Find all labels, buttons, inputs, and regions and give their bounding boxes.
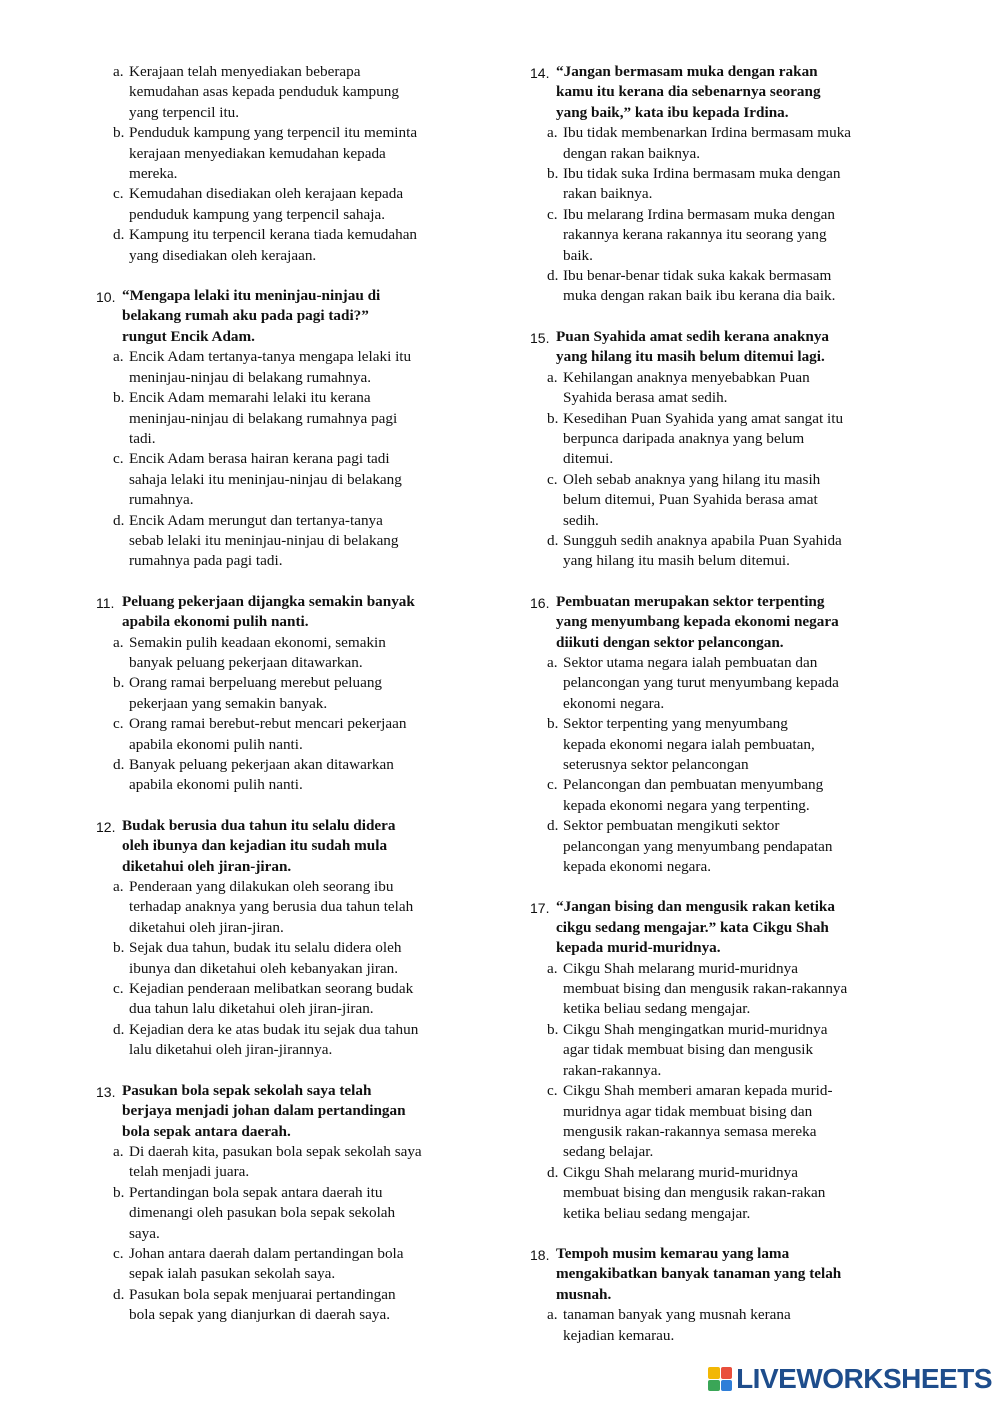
answer-option: [96, 633, 481, 674]
option-text: Sektor utama negara ialah pembuatan dan pelancongan yang turut menyumbang kepada ekonomi negara.: [563, 653, 839, 712]
option-text: tanaman banyak yang musnah kerana kejadian kemarau.: [563, 1306, 791, 1344]
option-label: b.: [547, 409, 559, 427]
option-label: a.: [113, 633, 124, 651]
answer-options: [530, 123, 905, 307]
option-text: Kampung itu terpencil kerana tiada kemudahan yang disediakan oleh kerajaan.: [129, 226, 418, 264]
question-text: “Mengapa lelaki itu meninjau-ninjau di belakang rumah aku pada pagi tadi?” rungut Encik Adam.: [122, 287, 381, 345]
option-label: c.: [113, 450, 124, 468]
option-label: a.: [113, 348, 124, 366]
question-stem: [530, 327, 905, 368]
answer-option: [530, 714, 905, 775]
question-block: [530, 62, 905, 307]
option-label: c.: [113, 185, 124, 203]
option-text: Pelancongan dan pembuatan menyumbang kepada ekonomi negara yang terpenting.: [563, 776, 824, 814]
question-number: 17.: [530, 900, 550, 917]
option-label: a.: [113, 63, 124, 80]
option-label: a.: [547, 959, 558, 977]
option-text: Sungguh sedih anaknya apabila Puan Syahida yang hilang itu masih belum ditemui.: [563, 531, 842, 570]
answer-option: [96, 225, 481, 266]
option-text: Orang ramai berebut-rebut mencari pekerjaan apabila ekonomi pulih nanti.: [129, 715, 407, 753]
option-label: b.: [113, 124, 125, 142]
option-text: Ibu tidak suka Irdina bermasam muka dengan rakan baiknya.: [563, 165, 841, 203]
option-label: c.: [547, 205, 558, 223]
question-number: 14.: [530, 65, 550, 81]
option-label: c.: [113, 980, 124, 998]
option-label: d.: [547, 531, 559, 549]
option-label: b.: [547, 715, 559, 733]
option-label: c.: [113, 1244, 124, 1262]
question-stem: [530, 592, 905, 653]
option-text: Johan antara daerah dalam pertandingan bola sepak ialah pasukan sekolah saya.: [129, 1244, 404, 1283]
answer-option: [530, 409, 905, 470]
answer-option: [96, 673, 481, 714]
option-label: c.: [547, 776, 558, 794]
option-text: Semakin pulih keadaan ekonomi, semakin banyak peluang pekerjaan ditawarkan.: [129, 633, 386, 671]
option-label: d.: [547, 267, 559, 285]
option-text: Banyak peluang pekerjaan akan ditawarkan apabila ekonomi pulih nanti.: [129, 756, 394, 794]
answer-option: [96, 1142, 481, 1183]
question-number: 13.: [96, 1083, 116, 1100]
question-number: 16.: [530, 594, 550, 611]
option-label: a.: [547, 1306, 558, 1324]
answer-option: [530, 816, 905, 877]
answer-options: [530, 653, 905, 877]
answer-option: [96, 62, 481, 123]
question-text: Budak berusia dua tahun itu selalu didera oleh ibunya dan kejadian itu sudah mula diketahui oleh jiran-jiran.: [122, 816, 396, 875]
answer-option: [96, 1285, 481, 1326]
option-label: a.: [113, 1142, 124, 1160]
option-text: Sektor terpenting yang menyumbang kepada ekonomi negara ialah pembuatan, seterusnya sektor pelancongan: [563, 715, 815, 773]
logo-tiles-icon: [708, 1367, 732, 1391]
option-text: Encik Adam merungut dan tertanya-tanya sebab lelaki itu meninjau-ninjau di belakang rumahnya pada pagi tadi.: [129, 511, 399, 570]
question-stem: [530, 897, 905, 958]
answer-option: [530, 1020, 905, 1081]
question-block: [96, 1081, 481, 1326]
answer-option: [530, 470, 905, 531]
question-text: Pasukan bola sepak sekolah saya telah berjaya menjadi johan dalam pertandingan bola sepak antara daerah.: [122, 1081, 406, 1140]
answer-option: [96, 1244, 481, 1285]
option-label: b.: [113, 674, 125, 692]
option-text: Oleh sebab anaknya yang hilang itu masih belum ditemui, Puan Syahida berasa amat sedih.: [563, 470, 821, 529]
option-label: d.: [547, 1163, 559, 1181]
question-stem: [96, 592, 481, 633]
option-text: Cikgu Shah mengingatkan murid-muridnya agar tidak membuat bising dan mengusik rakan-rakannya.: [563, 1020, 828, 1079]
question-stem: [96, 816, 481, 877]
option-text: Kehilangan anaknya menyebabkan Puan Syahida berasa amat sedih.: [563, 368, 810, 407]
answer-option: [530, 959, 905, 1020]
answer-option: [530, 775, 905, 816]
option-text: Di daerah kita, pasukan bola sepak sekolah saya telah menjadi juara.: [129, 1142, 422, 1181]
answer-option: [530, 531, 905, 572]
option-label: a.: [547, 653, 558, 671]
option-label: d.: [113, 226, 125, 244]
answer-options: [96, 633, 481, 796]
option-text: Penduduk kampung yang terpencil itu meminta kerajaan menyediakan kemudahan kepada mereka.: [129, 124, 418, 183]
question-block: [530, 327, 905, 572]
answer-option: [530, 1305, 905, 1346]
option-text: Kejadian dera ke atas budak itu sejak dua tahun lalu diketahui oleh jiran-jirannya.: [129, 1020, 419, 1059]
answer-option: [96, 449, 481, 510]
option-label: c.: [547, 1082, 558, 1100]
option-text: Ibu melarang Irdina bermasam muka dengan rakannya kerana rakannya itu seorang yang baik.: [563, 205, 836, 264]
option-text: Ibu benar-benar tidak suka kakak bermasam muka dengan rakan baik ibu kerana dia baik.: [563, 267, 836, 305]
option-label: a.: [113, 878, 124, 896]
answer-option: [96, 1020, 481, 1061]
answer-option: [530, 1163, 905, 1224]
option-label: b.: [547, 165, 559, 183]
answer-option: [96, 877, 481, 938]
option-text: Ibu tidak membenarkan Irdina bermasam muka dengan rakan baiknya.: [563, 124, 852, 162]
answer-option: [530, 266, 905, 307]
option-label: b.: [547, 1020, 559, 1038]
option-label: c.: [113, 715, 124, 733]
option-text: Kerajaan telah menyediakan beberapa kemudahan asas kepada penduduk kampung yang terpencil itu.: [129, 63, 399, 121]
answer-option: [96, 123, 481, 184]
answer-option: [96, 1183, 481, 1244]
question-block: [96, 816, 481, 1061]
option-label: d.: [113, 1020, 125, 1038]
option-text: Kejadian penderaan melibatkan seorang budak dua tahun lalu diketahui oleh jiran-jiran.: [129, 980, 414, 1018]
question-block: [96, 286, 481, 572]
question-block: [530, 592, 905, 878]
answer-options: [530, 1305, 905, 1346]
option-label: d.: [113, 1285, 125, 1303]
answer-option: [96, 938, 481, 979]
question-text: “Jangan bising dan mengusik rakan ketika cikgu sedang mengajar.” kata Cikgu Shah kepada murid-muridnya.: [556, 898, 835, 957]
question-number: 11.: [96, 594, 115, 611]
option-label: b.: [113, 1183, 125, 1201]
answer-option: [530, 164, 905, 205]
option-text: Pertandingan bola sepak antara daerah itu dimenangi oleh pasukan bola sepak sekolah saya.: [129, 1183, 396, 1242]
option-text: Penderaan yang dilakukan oleh seorang ibu terhadap anaknya yang berusia dua tahun telah diketahui oleh jiran-jiran.: [129, 878, 414, 936]
option-label: a.: [547, 368, 558, 386]
option-text: Cikgu Shah melarang murid-muridnya membuat bising dan mengusik rakan-rakan ketika beliau sedang mengajar.: [563, 1163, 826, 1222]
answer-option: [96, 714, 481, 755]
question-block: [96, 592, 481, 796]
option-label: d.: [547, 817, 559, 835]
left-column: [96, 62, 481, 1346]
question-number: 12.: [96, 818, 116, 835]
answer-option: [530, 205, 905, 266]
option-text: Sektor pembuatan mengikuti sektor pelancongan yang menyumbang pendapatan kepada ekonomi negara.: [563, 817, 833, 876]
question-stem: [96, 1081, 481, 1142]
answer-options: [96, 62, 481, 266]
question-text: Puan Syahida amat sedih kerana anaknya yang hilang itu masih belum ditemui lagi.: [556, 327, 830, 366]
option-text: Encik Adam berasa hairan kerana pagi tadi sahaja lelaki itu meninjau-ninjau di belakang rumahnya.: [129, 450, 402, 509]
answer-option: [96, 184, 481, 225]
answer-option: [96, 347, 481, 388]
answer-options: [96, 877, 481, 1061]
question-9-continued: [96, 62, 481, 266]
question-text: Tempoh musim kemarau yang lama mengakibatkan banyak tanaman yang telah musnah.: [556, 1244, 842, 1303]
option-label: d.: [113, 511, 125, 529]
option-label: b.: [113, 939, 125, 957]
question-block: [530, 897, 905, 1224]
option-text: Cikgu Shah melarang murid-muridnya membuat bising dan mengusik rakan-rakannya ketika beliau sedang mengajar.: [563, 959, 848, 1018]
option-label: b.: [113, 389, 125, 407]
option-text: Sejak dua tahun, budak itu selalu didera oleh ibunya dan diketahui oleh kebanyakan jiran.: [129, 939, 402, 977]
option-label: d.: [113, 756, 125, 773]
logo-text: LIVEWORKSHEETS: [736, 1363, 992, 1394]
answer-options: [530, 368, 905, 572]
option-text: Encik Adam memarahi lelaki itu kerana meninjau-ninjau di belakang rumahnya pagi tadi.: [129, 389, 398, 447]
option-text: Cikgu Shah memberi amaran kepada murid- muridnya agar tidak membuat bising dan mengusik rakan-rakannya semasa mereka sedang belajar.: [563, 1082, 833, 1161]
option-text: Orang ramai berpeluang merebut peluang pekerjaan yang semakin banyak.: [129, 674, 383, 712]
question-text: “Jangan bermasam muka dengan rakan kamu itu kerana dia sebenarnya seorang yang baik,” kata ibu kepada Irdina.: [556, 63, 821, 121]
option-label: a.: [547, 124, 558, 142]
answer-option: [96, 388, 481, 449]
question-stem: [530, 1244, 905, 1305]
question-stem: [530, 62, 905, 123]
answer-option: [96, 755, 481, 796]
answer-option: [530, 653, 905, 714]
question-text: Pembuatan merupakan sektor terpenting yang menyumbang kepada ekonomi negara diikuti dengan sektor pelancongan.: [556, 592, 839, 651]
option-text: Pasukan bola sepak menjuarai pertandingan bola sepak yang dianjurkan di daerah saya.: [129, 1285, 396, 1324]
answer-option: [530, 123, 905, 164]
question-number: 15.: [530, 329, 550, 346]
option-text: Kemudahan disediakan oleh kerajaan kepada penduduk kampung yang terpencil sahaja.: [129, 185, 404, 223]
answer-option: [96, 511, 481, 572]
question-stem: [96, 286, 481, 347]
question-block: [530, 1244, 905, 1346]
answer-option: [530, 1081, 905, 1163]
answer-options: [96, 1142, 481, 1326]
question-number: 10.: [96, 289, 116, 306]
option-label: c.: [547, 470, 558, 488]
question-list-left: [96, 286, 481, 1326]
question-list-right: [530, 62, 905, 1346]
question-text: Peluang pekerjaan dijangka semakin banyak apabila ekonomi pulih nanti.: [122, 592, 415, 631]
answer-option: [530, 368, 905, 409]
question-number: 18.: [530, 1246, 550, 1263]
option-text: Encik Adam tertanya-tanya mengapa lelaki itu meninjau-ninjau di belakang rumahnya.: [129, 348, 412, 386]
right-column: [530, 62, 905, 1366]
liveworksheets-logo: [708, 1363, 992, 1395]
answer-options: [96, 347, 481, 571]
answer-option: [96, 979, 481, 1020]
answer-options: [530, 959, 905, 1224]
option-text: Kesedihan Puan Syahida yang amat sangat itu berpunca daripada anaknya yang belum ditemui.: [563, 409, 844, 468]
